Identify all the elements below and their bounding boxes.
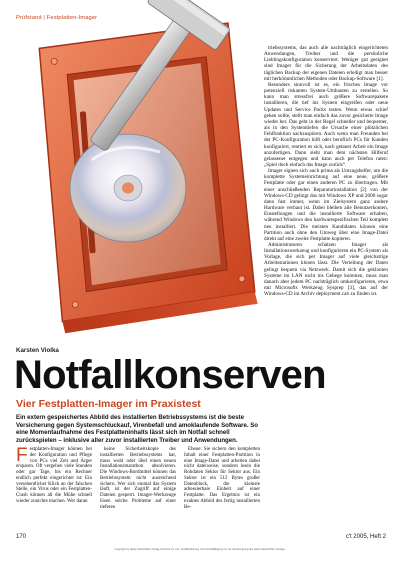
paragraph: Ebene: Sie sichern den kompletten Inhalt einer Festplatten-Partition in eine Image-Datei und arbeiten dabei nicht dateiweise, sondern lesen die Rohdaten Sektor für Sektor aus. Ein Sektor ist ein 512 Bytes großer Datenblock, die kleinste adressierbare Einheit auf einer Festplatte. Das Ergebnis ist ein exaktes Abbild des fertig installierten Be- xyxy=(184,447,260,510)
right-text-column xyxy=(264,45,388,501)
page-number: 170 xyxy=(16,534,27,540)
body-column-2 xyxy=(100,447,176,510)
paragraph: keine Sicherheitskopie des installierten Betriebssystems hat, muss wohl oder übel einen neuen Installationsmarathon absolvieren. Die Windows-Bordmittel können das Betriebssystem nicht ausreichend sichern. Wer sich einmal das System läuft, ist der Zugriff auf einige Dateien gesperrt. Imager-Werkzeuge lösen solche Probleme auf einer tieferen xyxy=(100,447,176,510)
rubric: Prüfstand | Festplatten-Imager xyxy=(16,15,98,21)
paragraph: estplatten-Imager können bei der Konfiguration und Pflege von PCs viel Zeit und Ärger ersparen. Oft vergehen viele Stunden oder gar Tage, bis ein Rechner endlich perfekt eingerichtet ist: Ein versehentlicher Klick an der falschen Stelle, ein Virus oder ein Festplatten-Crash können all die Mühe schnell wieder zunichte machen. Wer daran xyxy=(16,447,92,504)
paragraph: Besonders sinnvoll ist es, ein frisches Image vor potenziell riskanten System-Umbauten zu erstellen. So kann man stressfrei auch größere Softwarepakete installieren, die tief ins System eingreifen oder neue Updates und Service Packs testen. Wenn etwas schief gehen sollte, stellt man einfach das zuvor gesicherte Image wieder her. Das geht in der Regel schneller und bequemer, als in den Systemtiefen die Ursache einer plötzlichen Fehlfunktion nachzuspüren. Auch wenn man Freunden bei der PC-Konfiguration hilft oder beruflich PCs für Kunden konfiguriert, rentiert es sich, nach getaner Arbeit ein Image anzufertigen. Dann sieht man dem nächsten Hilferuf gelassener entgegen und kann auch per Telefon raten: „Spiel doch einfach das Image zurück“. xyxy=(264,81,388,168)
article-title: Notfallkonserven xyxy=(14,353,326,397)
paragraph: Administratoren schätzen Imager als Installationswerkzeug und konfigurieren ein PC-System als Vorlage, die sich per Imager auf viele gleichartige Arbeitsstationen klonen lässt. Die Verteilung der Daten gelingt bequem via Netzwerk. Damit sich die geklonten Systeme im LAN nicht ins Gehege kommen, muss man danach aber jedem PC nachträglich umkonfigurieren, etwa mit Microsofts Werkzeug Sysprep [3], das auf der Windows-CD im Archiv deployment.cab zu finden ist. xyxy=(264,242,388,298)
safe-cd-hammer-illustration xyxy=(0,0,262,335)
body-column-3 xyxy=(184,447,260,510)
author-name: Karsten Violka xyxy=(16,347,59,354)
paragraph: Imager eignen sich auch prima als Umzugshelfer, um die komplette Systemeinrichtung auf eine neue, größere Festplatte oder gar einen anderen PC zu übertragen. Mit einer anschließenden Reparaturinstallation [2] von der Windows-CD gelingt das mit Windows XP und 2000 sogar dann fast immer, wenn im Zielsystem ganz andere Hardware verbaut ist. Dabei bleiben alle Benutzerkonten, Einstellungen und die installierte Software erhalten, während Windows den hardwarespezifischen Teil komplett neu installiert. Die meisten Kandidaten können eine Partition auch ohne den Umweg über eine Image-Datei direkt auf eine zweite Festplatte kopieren. xyxy=(264,168,388,242)
drop-cap: F xyxy=(16,445,28,466)
article-subtitle: Vier Festplatten-Imager im Praxistest xyxy=(16,398,201,410)
paragraph: triebssystems, das auch alle nachträglich eingerichteten Anwendungen, Treiber und die persönliche Lieblingskonfiguration konserviert. Weniger gut geeignet sind Imager für die Sicherung der Arbeitsdaten des täglichen Backup der eigenen Dateien erledigt man besser mit herkömmlichen Methoden oder Backup-Software [1]. xyxy=(264,45,388,82)
issue-label: c't 2005, Heft 2 xyxy=(345,534,386,540)
body-column-1 xyxy=(16,447,92,505)
article-lead: Ein extern gespeichertes Abbild des installierten Betriebssystems ist die beste Versicherung gegen Systemschluckauf, Virenbefall und amoklaufende Software. So eine Momentaufnahme des Festplatteninhalts lässt sich im Notfall schnell zurückspielen – inklusive aller zuvor installierten Treiber und Anwendungen. xyxy=(16,414,259,444)
copyright-notice: Copyright by Heise Zeitschriften Verlag GmbH & Co. KG. Veröffentlichung und Vervielfältigung nur mit Genehmigung des Heise Zeitschriften Verlags. xyxy=(114,548,286,551)
